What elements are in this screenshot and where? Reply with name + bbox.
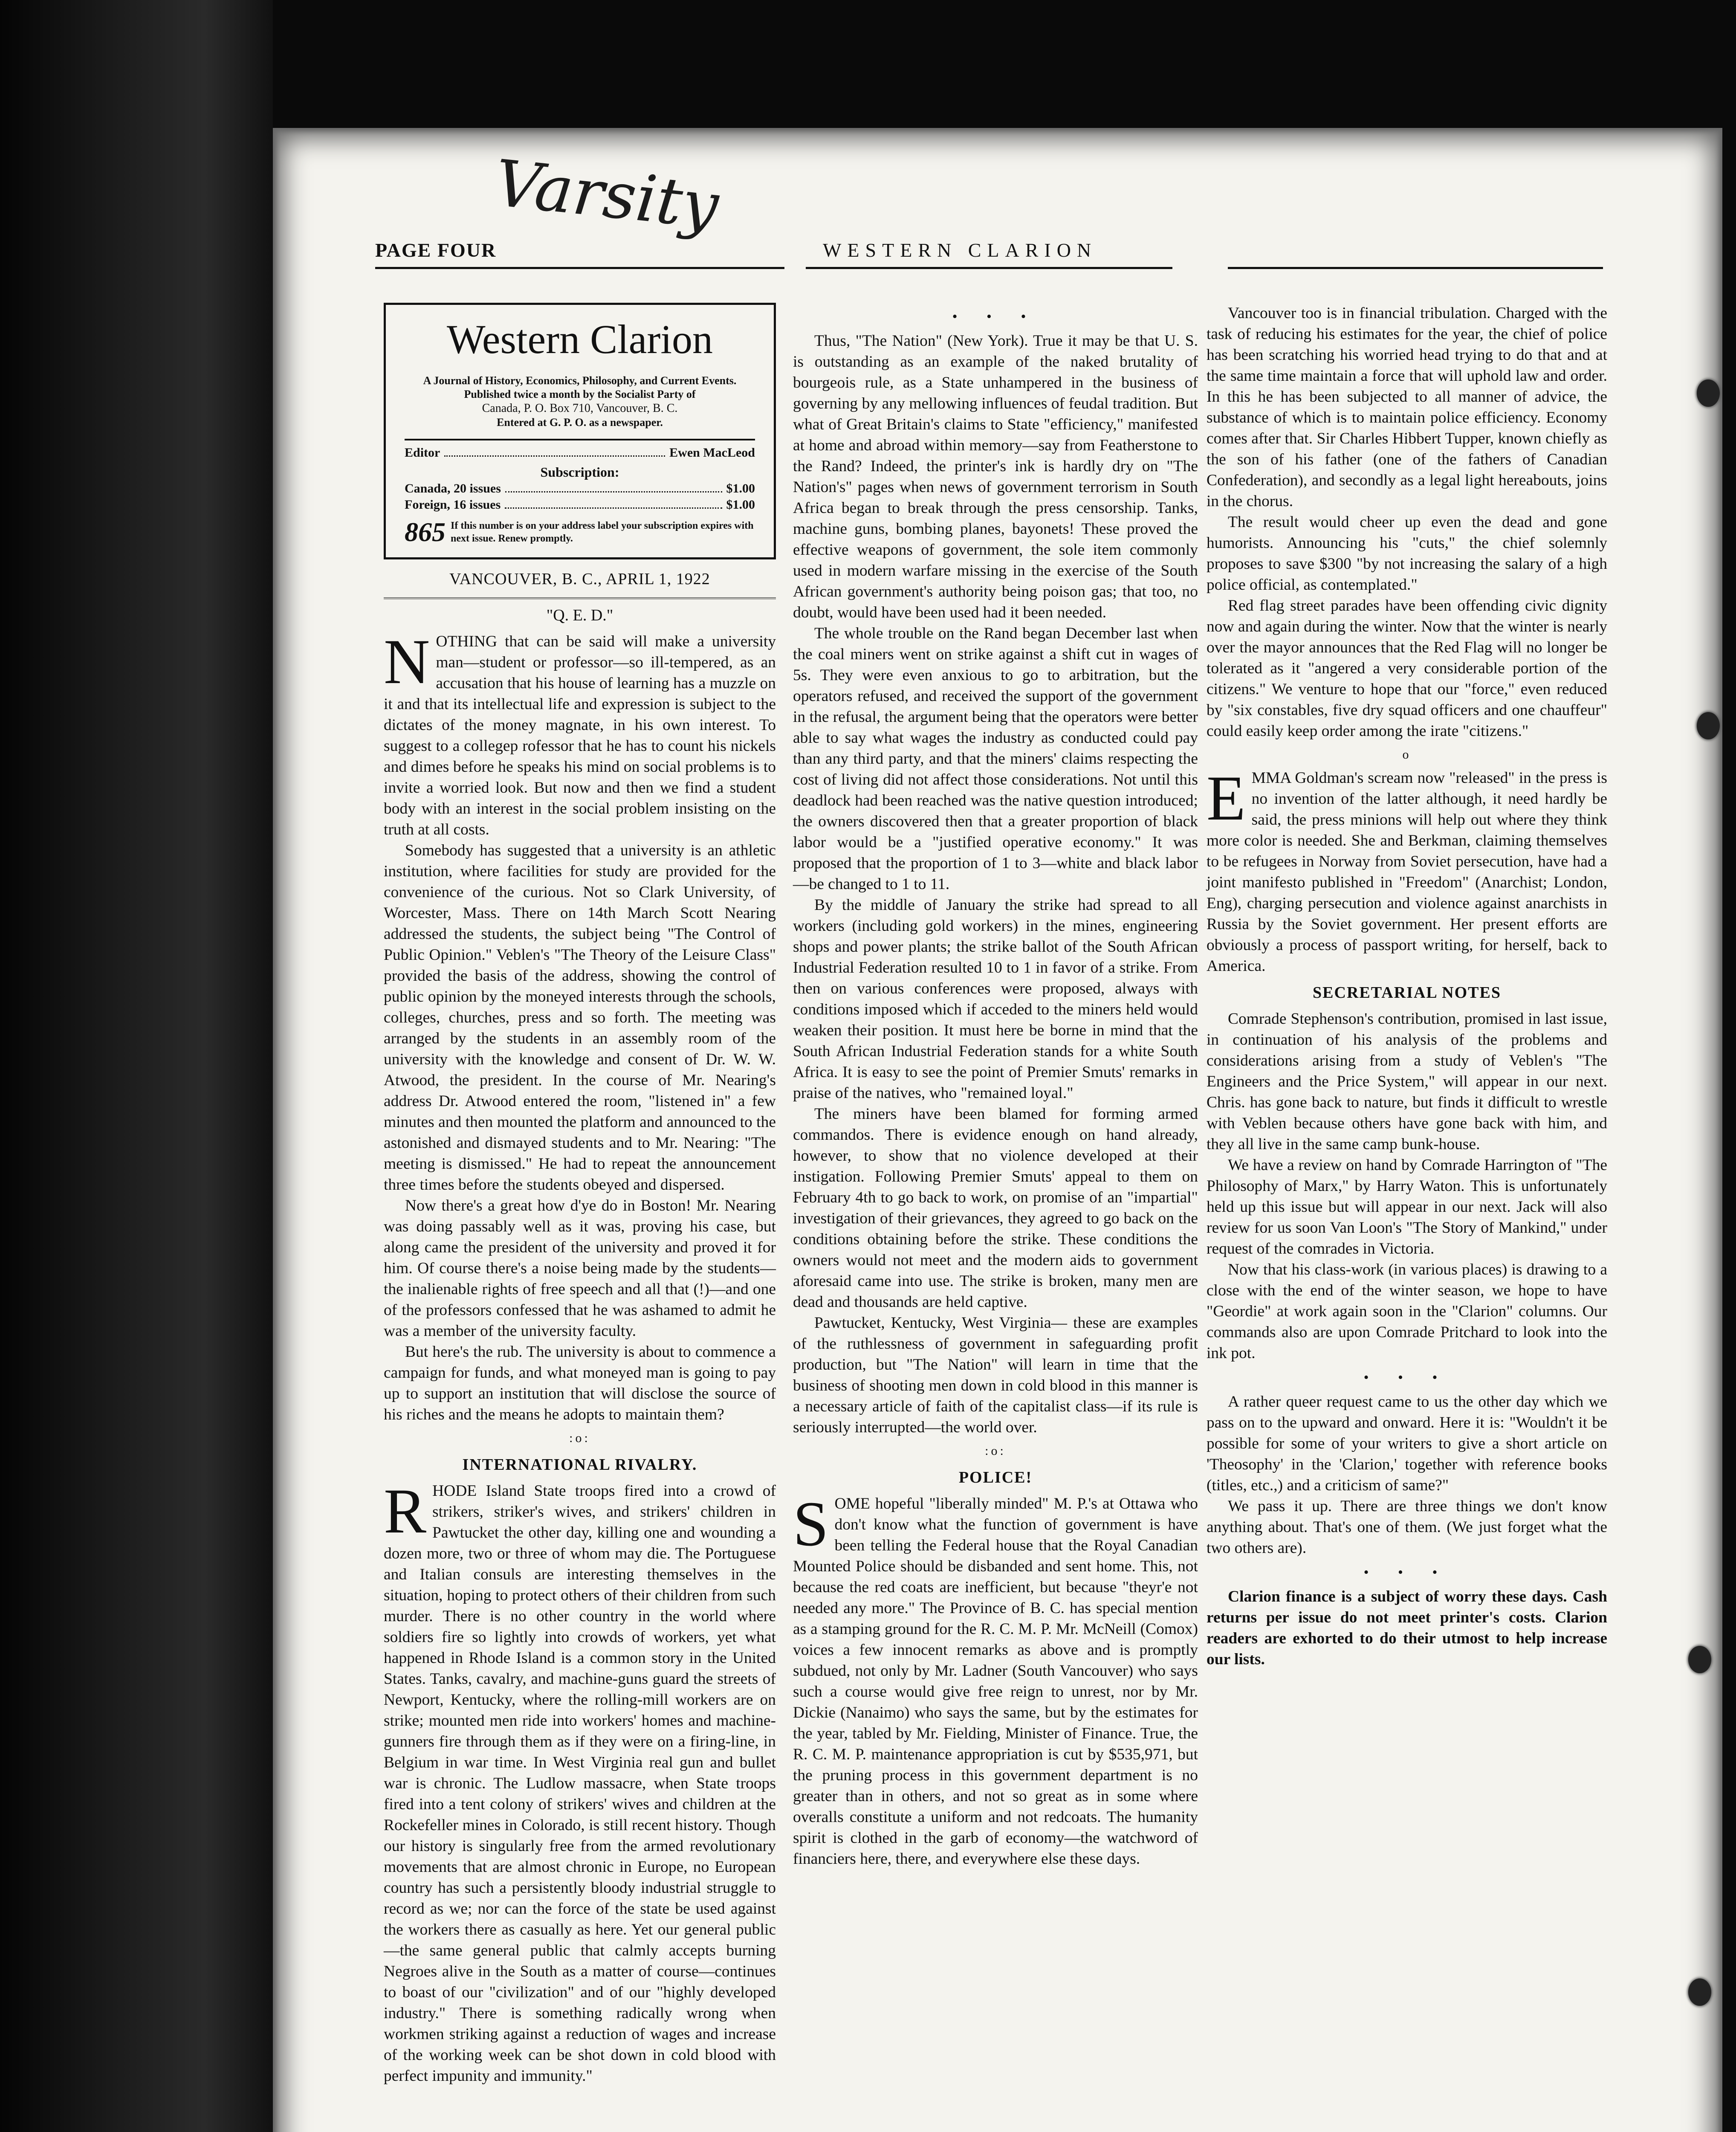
secretarial-paragraph: Comrade Stephenson's contribution, promised in last issue, in continuation of his analysis of the problems and considerations arising from a study of Veblen's "The Engineers and the Price System," will appear in our next. Chris. has gone back to nature, but finds it difficult to wrestle with Veblen because others have gone back with him, and they all live in the same camp bunk-house. xyxy=(1207,1010,1607,1153)
police-paragraph: Vancouver too is in financial tribulation. Charged with the task of reducing his estimates for the year, the chief of police has been scratching his worried head trying to do that and at the same time maintain a force that will uphold law and order. In this he has been subjected to all manner of advice, the substance of which is to maintain police efficiency. Economy comes after that. Sir Charles Hibbert Tupper, known chiefly as the son of his father (one of the fathers of Canadian Confederation), and secondly as a legal light hereabouts, joins in the chorus. xyxy=(1207,304,1607,510)
masthead-divider xyxy=(405,439,755,440)
canada-label: Canada, 20 issues xyxy=(405,481,501,495)
secretarial-paragraph: A rather queer request came to us the other day which we pass on to the upward and onward. Here it is: "Wouldn't it be possible for some of your writers to give a short article on 'Theosophy' in the 'Clarion,' together with reference books (titles, etc.,) and a criticism of same?" xyxy=(1207,1393,1607,1494)
punch-hole xyxy=(1697,379,1720,407)
masthead-tagline: A Journal of History, Economics, Philosophy, and Current Events. xyxy=(423,374,737,387)
renewal-notice xyxy=(405,517,755,547)
rivalry-paragraph: The whole trouble on the Rand began December last when the coal miners went on strike against a shift cut in wages of 5s. They were even anxious to go to arbitration, but the operators refused, and received the support of the government in the refusal, the argument being that the operators were better able to say what wages the industry as conducted could pay than any third party, and that the miners' claims respecting the cost of living did not affect those considerations. Not until this deadlock had been reached was the native question introduced; the owners discovered then that a greater proportion of black labor would be a "justified operative economy." It was proposed that the proportion of 1 to 3—white and black labor—be changed to 1 to 11. xyxy=(793,625,1198,893)
police-paragraph: Red flag street parades have been offending civic dignity now and again during the winter. Now that the winter is nearly over the mayor announces that the Red Flag will no longer be tolerated as it "angered a very considerable portion of the citizens." We venture to hope that our "force," even reduced by "six constables, five dry squad officers and one chauffeur" could easily keep order among the irate "citizens." xyxy=(1207,597,1607,740)
rivalry-heading: INTERNATIONAL RIVALRY. xyxy=(462,1456,697,1474)
scan-background xyxy=(0,0,273,2132)
notice-number: 865 xyxy=(405,517,446,547)
rivalry-paragraph: The miners have been blamed for forming armed commandos. There is evidence enough on hand already, however, to show that no violence developed at their instigation. Following Premier Smuts' appeal to them on February 4th to go back to work, on promise of an "impartial" investigation of their grievances, they agreed to go back on the conditions obtaining before the strike. These conditions the owners would not meet and the modern aids to government aforesaid came into use. The strike is broken, many men are dead and thousands are held captive. xyxy=(793,1105,1198,1311)
dateline-rule xyxy=(384,597,776,599)
dot-leader xyxy=(444,445,665,457)
page-number: PAGE FOUR xyxy=(375,239,497,261)
header-rule xyxy=(375,267,784,269)
police-paragraph: The result would cheer up even the dead and gone humorists. Announcing his "cuts," the chief solemnly proposes to save $300 "by not increasing the salary of a high police official, as contemplated." xyxy=(1207,513,1607,594)
rivalry-paragraph: Pawtucket, Kentucky, West Virginia— these are examples of the ruthlessness of government in safeguarding profit production, but "The Nation" will learn in time that the business of shooting men down in cold blood in this manner is a necessary article of faith of the capitalist class—if its rule is seriously interrupted—the world over. xyxy=(793,1314,1198,1436)
masthead-name: Western Clarion xyxy=(446,316,713,362)
rivalry-paragraph: RHODE Island State troops fired into a crowd of strikers, striker's wives, and strikers' children in Pawtucket the other day, killing one and wounding a dozen more, two or three of whom may die. The Portuguese and Italian consuls are interesting themselves in the situation, hoping to protect others of their children from such murder. There is no other country in the world where soldiers fire so lightly into crowds of workers, yet what happened in Rhode Island is a common story in the United States. Tanks, cavalry, and machine-guns guard the streets of Newport, Kentucky, where the rolling-mill workers are on strike; mounted men ride into workers' homes and machine-gunners fire through them as if they were on a firing-line, in Belgium in war time. In West Virginia real gun and bullet war is chronic. The Ludlow massacre, when State troops fired into a tent colony of strikers' wives and children at the Rockefeller mines in Colorado, is still recent history. Though our history is singularly free from the armed revolutionary movements that are almost chronic in Europe, no European country has such a persistently bloody industrial struggle to record as we; nor can the force of the state be used against the workers there as casually as here. Yet our general public—the same general public that calmly accepts burning Negroes alive in the South as a matter of course—continues to boast of our "civilization" and of our "highly developed industry." There is something radically wrong when workmen striking against a reduction of wages and increase of the working week can be shot down in cold blood with perfect impunity and immunity." xyxy=(384,1476,776,2085)
editor-row xyxy=(405,445,755,461)
secretarial-paragraph: Clarion finance is a subject of worry these days. Cash returns per issue do not meet printer's costs. Clarion readers are exhorted to do their utmost to help increase our lists. xyxy=(1207,1588,1607,1668)
column-1 xyxy=(384,303,776,2086)
subscription-foreign xyxy=(405,497,755,513)
police-heading: POLICE! xyxy=(958,1469,1033,1486)
qed-paragraph: Now there's a great how d'ye do in Boston! Mr. Nearing was doing passably well as it was, proving his case, but along came the president of the university and proved it for him. Of course there's a noise being made by the students—the inalienable rights of free speech and all that (!)—and one of the professors confessed that he was ashamed to admit he was a member of the university faculty. xyxy=(384,1197,776,1340)
drop-cap: N xyxy=(384,626,430,697)
foreign-price: $1.00 xyxy=(726,498,755,512)
subscription-heading: Subscription: xyxy=(540,464,619,480)
dateline: VANCOUVER, B. C., APRIL 1, 1922 xyxy=(449,570,710,588)
drop-cap: S xyxy=(793,1489,829,1559)
ornament-divider: • • • xyxy=(952,309,1039,324)
punch-hole xyxy=(1688,1646,1711,1673)
subscription-canada xyxy=(405,481,755,497)
qed-paragraph: NOTHING that can be said will make a university man—student or professor—so ill-tempered, as an accusation that his house of learning has a muzzle on it and that its intellectual life and expression is subject to the dictates of the money magnate, in his own interest. To suggest to a collegep rofessor that he has to count his nickels and dimes before he speaks his mind on social problems is to invite a worried look. But now and then we find a student body with an interest in the social problem insisting on the truth at all costs. xyxy=(384,626,776,838)
notice-text: If this number is on your address label your subscription expires with next issue. Renew promptly. xyxy=(451,520,754,544)
masthead-box xyxy=(384,303,776,559)
canada-price: $1.00 xyxy=(726,481,755,495)
secretarial-heading: SECRETARIAL NOTES xyxy=(1313,984,1501,1002)
rivalry-paragraph: By the middle of January the strike had spread to all workers (including gold workers) in the mines, engineering shops and power plants; the strike ballot of the South African Industrial Federation resulted 10 to 1 in favor of a strike. From then on various conferences were proposed, always with conditions imposed which if acceded to the miners held would weaken their position. It must here be borne in mind that the South African Industrial Federation stands for a white South Africa. It is easy to see the point of Premier Smuts' remarks in praise of the natives, who "remained loyal." xyxy=(793,896,1198,1102)
ornament-divider: • • • xyxy=(1363,1370,1450,1385)
header-rule xyxy=(1228,267,1603,269)
punch-hole xyxy=(1697,712,1720,739)
column-2 xyxy=(793,303,1198,1869)
qed-paragraph: But here's the rub. The university is about to commence a campaign for funds, and what moneyed man is going to pay up to support an institution that will disclose the source of his riches and the means he adopts to maintain them? xyxy=(384,1343,776,1423)
drop-cap: E xyxy=(1207,763,1246,834)
secretarial-paragraph: Now that his class-work (in various places) is drawing to a close with the end of the winter season, we hope to have "Geordie" at work again soon in the "Clarion" columns. Our commands also are upon Comrade Pritchard to look into the ink pot. xyxy=(1207,1261,1607,1362)
section-separator: :o: xyxy=(985,1444,1006,1458)
header-rule xyxy=(806,267,1172,269)
masthead-entered: Entered at G. P. O. as a newspaper. xyxy=(497,416,663,429)
handwritten-note: Varsity xyxy=(491,146,722,243)
dot-leader xyxy=(505,481,722,492)
secretarial-paragraph: We pass it up. There are three things we don't know anything about. That's one of them. (We just forget what the two others are). xyxy=(1207,1498,1607,1557)
masthead-address: Canada, P. O. Box 710, Vancouver, B. C. xyxy=(482,402,678,415)
ornament-divider: • • • xyxy=(1363,1564,1450,1580)
qed-paragraph: Somebody has suggested that a university is an athletic institution, where facilities for study are provided for the convenience of the curious. Not so Clark University, of Worcester, Mass. There on 14th March Scott Nearing addressed the students, the subject being "The Control of Public Opinion." Veblen's "The Theory of the Leisure Class" provided the basis of the address, showing the control of public opinion by the moneyed interests through the schools, colleges, churches, press and so forth. The meeting was arranged by the students in an assembly room of the university with the knowledge and consent of Dr. W. W. Atwood, the president. In the course of Mr. Nearing's address Dr. Atwood entered the room, "listened in" a few minutes and then mounted the platform and announced to the astonished and dismayed students and to Mr. Nearing: "The meeting is dismissed." He had to repeat the announcement three times before the students obeyed and dispersed. xyxy=(384,842,776,1193)
secretarial-paragraph: We have a review on hand by Comrade Harrington of "The Philosophy of Marx," by Harry Waton. This is unfortunately held up this issue but will appear in our next. Jack will also review for us soon Van Loon's "The Story of Mankind," under request of the comrades in Victoria. xyxy=(1207,1156,1607,1257)
editor-name: Ewen MacLeod xyxy=(669,446,755,460)
punch-hole xyxy=(1688,1978,1711,2006)
foreign-label: Foreign, 16 issues xyxy=(405,498,501,512)
rivalry-paragraph: Thus, "The Nation" (New York). True it may be that U. S. is outstanding as an example of the naked brutality of bourgeois rule, as a State unhampered in the business of governing by any mellowing influences of feudal tradition. But what of Great Britain's claims to State "efficiency," manifested at home and abroad within memory—say from Featherstone to the Rand? Indeed, the printer's ink is hardly dry on "The Nation's" pages when news of government terrorism in South Africa began to break through the press censorship. Tanks, machine guns, bombing planes, bayonets! These proved the effective weapons of government, the sole item commonly used in modern warfare missing in the exercise of the South African government's authority being poison gas; that too, no doubt, would have been used had it been needed. xyxy=(793,332,1198,621)
column-3 xyxy=(1207,303,1607,1670)
section-separator: :o: xyxy=(569,1431,590,1445)
page-header xyxy=(375,239,1603,273)
editor-label: Editor xyxy=(405,446,440,460)
emma-paragraph: EMMA Goldman's scream now "released" in the press is no invention of the latter although, it need hardly be said, the press minions will help out where they think more color is needed. She and Berkman, claiming themselves to be refugees in Norway from Soviet persecution, have had a joint manifesto published in "Freedom" (Anarchist; London, Eng), charging persecution and violence against anarchists in Russia by the Soviet government. Her present efforts are obviously a process of passport writing, for herself, back to America. xyxy=(1207,763,1607,975)
dot-leader xyxy=(505,497,722,509)
running-title: WESTERN CLARION xyxy=(823,239,1097,261)
masthead-published: Published twice a month by the Socialist Party of xyxy=(464,388,696,400)
qed-heading: "Q. E. D." xyxy=(546,606,613,624)
police-paragraph: SOME hopeful "liberally minded" M. P.'s at Ottawa who don't know what the function of government is have been telling the Federal house that the Royal Canadian Mounted Police should be disbanded and sent home. This, not because the red coats are inefficient, but because "theyr'e not needed any more." The Province of B. C. has special mention as a stamping ground for the R. C. M. P. Mr. McNeill (Comox) voices a few innocent remarks as above and is promptly subdued, not only by Mr. Ladner (South Vancouver) who says such a course would give free reign to unrest, nor by Mr. Dickie (Nanaimo) who says the same, but by the estimates for the year, tabled by Mr. Fielding, Minister of Finance. True, the R. C. M. P. maintenance appropriation is cut by $535,971, but the pruning process in this government department is no greater than in others, and not so great as in some where overalls constitute a uniform and not redcoats. The humanity spirit is clothed in the garb of economy—the watchword of financiers here, there, and everywhere else these days. xyxy=(793,1489,1198,1868)
section-separator: o xyxy=(1402,747,1412,762)
drop-cap: R xyxy=(384,1476,427,1547)
